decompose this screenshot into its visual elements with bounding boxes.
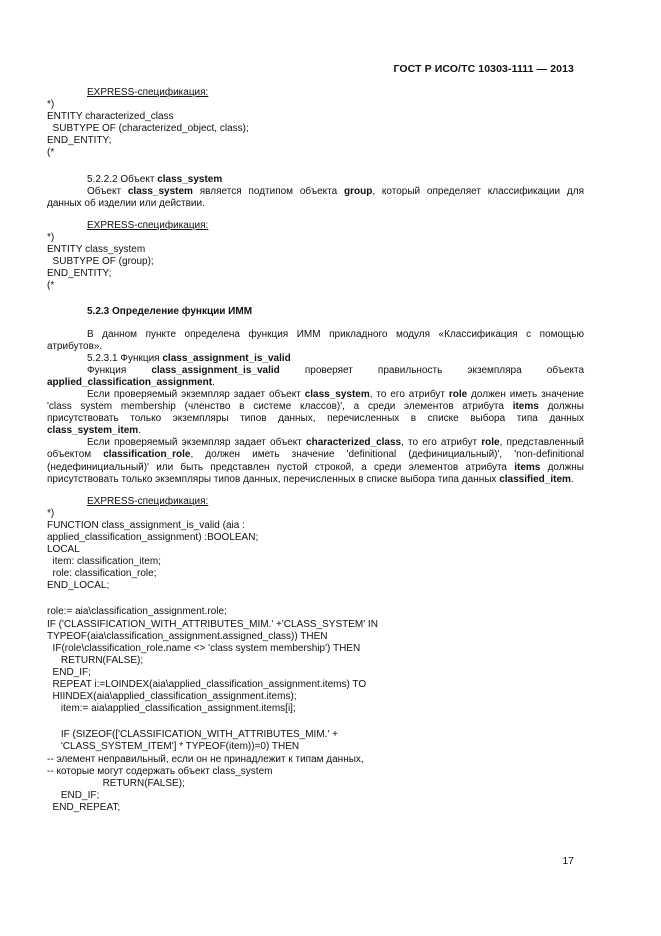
text: .	[138, 425, 141, 437]
text: Если проверяемый экземпляр задает объект	[87, 437, 307, 449]
spacer	[47, 319, 584, 329]
text: , представленный объектом	[47, 437, 584, 461]
heading-function-name: class_assignment_is_valid	[162, 352, 291, 364]
section-heading-5222	[47, 174, 584, 186]
code-line: *)	[47, 231, 55, 243]
term: group	[343, 185, 373, 197]
term: items	[512, 401, 539, 413]
text: является подтипом объекта	[192, 185, 344, 197]
spacer	[47, 210, 584, 220]
term: classification_role	[103, 449, 191, 461]
text: , то его атрибут	[401, 437, 482, 449]
heading-entity-name: class_system	[157, 173, 223, 185]
standard-header: ГОСТ Р ИСО/ТС 10303-1111 — 2013	[393, 63, 574, 75]
code-block-function	[47, 508, 584, 814]
spacer	[47, 592, 584, 606]
code-line: item: classification_item;	[47, 556, 161, 568]
paragraph-intro: В данном пункте определена функция ИММ прикладного модуля «Классификация с помощью атрибутов».	[47, 328, 584, 352]
text: .	[570, 473, 574, 485]
code-line: SUBTYPE OF (characterized_object, class);	[47, 123, 249, 135]
code-line: *)	[47, 507, 55, 519]
code-line: (*	[47, 280, 55, 292]
code-line: REPEAT i:=LOINDEX(aia\applied_classification_assignment.items) TO	[47, 679, 367, 691]
spacer	[47, 486, 584, 496]
text: Функция	[87, 364, 127, 376]
text: правильность	[377, 364, 443, 376]
code-line: END_LOCAL;	[47, 580, 110, 592]
text: должны присутствовать только экземпляры типов данных, перечисленных в списке выбора типа данных	[47, 401, 584, 425]
code-line: END_IF;	[47, 666, 91, 678]
code-line: END_ENTITY;	[47, 268, 112, 280]
text: Если проверяемый экземпляр задает объект	[87, 388, 305, 400]
code-line: LOCAL	[47, 544, 80, 556]
express-label: EXPRESS-спецификация:	[87, 219, 209, 231]
paragraph-class-system-rule	[47, 389, 584, 437]
text: проверяет	[304, 364, 353, 376]
page-content	[47, 87, 584, 814]
heading-text: 5.2.2.2 Объект	[87, 173, 158, 185]
term: applied_classification_assignment	[47, 376, 213, 388]
heading-text: 5.2.3.1 Функция	[87, 352, 163, 364]
express-label: EXPRESS-спецификация:	[87, 495, 209, 507]
term: role	[481, 437, 500, 449]
code-comment: -- которые могут содержать объект class_system	[47, 765, 273, 777]
spacer	[47, 160, 584, 174]
code-line: HIINDEX(aia\applied_classification_assignment.items);	[47, 691, 297, 703]
term: class_assignment_is_valid	[151, 364, 280, 376]
code-line: IF (SIZEOF(['CLASSIFICATION_WITH_ATTRIBUTES_MIM.' +	[47, 729, 338, 741]
section-heading-523: 5.2.3 Определение функции ИММ	[87, 306, 253, 318]
code-line: END_REPEAT;	[47, 801, 121, 813]
code-line: role: classification_role;	[47, 568, 157, 580]
text: экземпляра	[467, 364, 522, 376]
paragraph-characterized-class-rule	[47, 437, 584, 485]
code-line: applied_classification_assignment) :BOOLEAN;	[47, 532, 259, 543]
section-heading-5231	[47, 353, 584, 365]
code-line: IF ('CLASSIFICATION_WITH_ATTRIBUTES_MIM.' +'CLASS_SYSTEM' IN	[47, 618, 378, 630]
text: .	[212, 376, 215, 388]
paragraph-class-system	[47, 186, 584, 210]
code-line: TYPEOF(aia\classification_assignment.assigned_class)) THEN	[47, 630, 328, 642]
code-line: (*	[47, 147, 55, 159]
term: characterized_class	[306, 437, 402, 449]
paragraph-function-line2	[47, 377, 584, 389]
code-line: role:= aia\classification_assignment.role;	[47, 606, 227, 618]
term: classified_item	[499, 473, 571, 485]
text: Объект	[87, 185, 128, 197]
code-comment: -- элемент неправильный, если он не принадлежит к типам данных,	[47, 753, 364, 765]
code-line: *)	[47, 99, 55, 111]
express-label: EXPRESS-спецификация:	[87, 87, 209, 98]
text: , который определяет классификации для данных об изделии или действии.	[47, 185, 584, 209]
code-line: RETURN(FALSE);	[47, 654, 144, 666]
text: объекта	[546, 364, 585, 376]
paragraph-function-line1	[47, 365, 584, 377]
code-line: SUBTYPE OF (group);	[47, 256, 154, 268]
code-line: IF(role\classification_role.name <> 'class system membership') THEN	[47, 642, 361, 654]
code-line: item:= aia\applied_classification_assignment.items[i];	[47, 703, 296, 715]
term: items	[514, 461, 541, 473]
spacer	[47, 715, 584, 729]
code-line: RETURN(FALSE);	[47, 777, 185, 789]
term: role	[448, 388, 468, 400]
page-number: 17	[562, 855, 574, 867]
term: class_system	[127, 185, 193, 197]
text: должен иметь значение 'class system membership (членство в системе классов)', а среди элементов атрибута	[47, 388, 584, 413]
text: должны присутствовать только экземпляры типов данных, перечисленных в списке выбора типа данных	[47, 461, 584, 485]
text: , должен иметь значение 'definitional (дефинициальный)', 'non-definitional (недефинициальный)' или быть представлен пустой строкой, а среди элементов атрибута	[47, 449, 584, 473]
term: class_system_item	[47, 425, 139, 437]
code-line: ENTITY characterized_class	[47, 111, 174, 123]
code-line: ENTITY class_system	[47, 244, 146, 256]
spacer	[47, 292, 584, 306]
code-block-class-system	[47, 232, 584, 292]
text: , то его атрибут	[369, 388, 449, 400]
term: class_system	[304, 388, 370, 400]
code-line: FUNCTION class_assignment_is_valid (aia :	[47, 519, 245, 531]
code-block-characterized-class	[47, 99, 584, 159]
code-line: 'CLASS_SYSTEM_ITEM'] * TYPEOF(item))=0) THEN	[47, 741, 300, 753]
code-line: END_ENTITY;	[47, 135, 112, 147]
code-line: END_IF;	[47, 789, 100, 801]
